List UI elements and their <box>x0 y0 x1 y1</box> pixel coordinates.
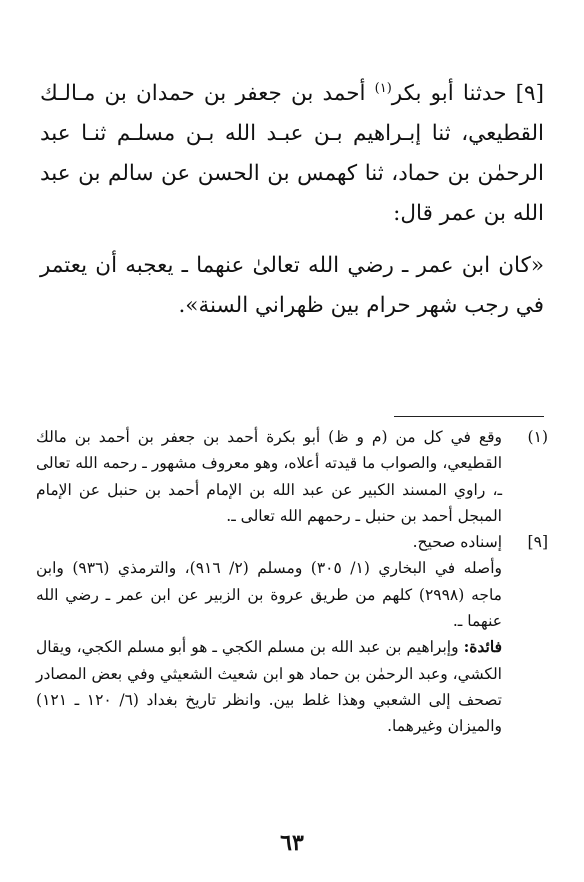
hadith-matn: «كان ابن عمر ـ رضي الله تعالىٰ عنهما ـ يعجبه أن يعتمر في رجب شهر حرام بين ظهراني السنة». <box>40 253 544 318</box>
page-number: ٦٣ <box>280 830 304 856</box>
hadith-text <box>40 74 544 326</box>
benefit-note <box>36 634 502 739</box>
footnote-number: [٩] <box>527 533 548 552</box>
hadith-isnad-start: [٩] حدثنا أبو بكر <box>391 81 544 106</box>
footnote-divider <box>394 416 544 417</box>
footnote-text: وقع في كل من (م و ظ) أبو بكرة أحمد بن جعفر بن أحمد بن مالك القطيعي، والصواب ما قيدته أعلاه، وهو معروف مشهور ـ رحمه الله تعالى ـ، راوي المسند الكبير عن عبد الله بن الإمام أحمد بن حنبل عن الإمام المبجل أحمد بن حنبل ـ رحمهم الله تعالى ـ. <box>36 428 502 525</box>
footnotes <box>36 424 548 740</box>
takhrij: وأصله في البخاري (١/ ٣٠٥) ومسلم (٢/ ٩١٦)، والترمذي (٩٣٦) وابن ماجه (٢٩٩٨) كلهم من طريق عروة بن الزبير عن ابن عمر ـ رضي الله عنهما ـ. <box>36 559 503 631</box>
footnote-9 <box>36 529 548 739</box>
benefit-label: فائدة: <box>463 637 502 657</box>
isnad-grade: إسناده صحيح. <box>412 533 502 552</box>
footnote-ref-1[interactable]: (١) <box>374 80 392 96</box>
benefit-text: وإبراهيم بن عبد الله بن مسلم الكجي ـ هو أبو مسلم الكجي، ويقال الكشي، وعبد الرحمٰن بن حماد هو ابن شعيث الشعيثي وفي بعض المصادر تصحف إلى الشعبي وهذا غلط بين. وانظر تاريخ بغداد (٦/ ١٢٠ ـ ١٢١) والميزان وغيرهما. <box>36 638 502 736</box>
footnote-number: (١) <box>527 428 548 446</box>
footnote-1 <box>36 424 548 529</box>
hadith-isnad-rest: أحمد بن جعفر بن حمدان بن مـالـك القطيعي، ثنا إبـراهيم بـن عبـد الله بـن مسلـم ثنـا عبد الرحمٰن بن حماد، ثنا كهمس بن الحسن عن سالم بن عبد الله بن عمر قال: <box>40 81 544 226</box>
footnote-body <box>36 529 502 739</box>
hadith-isnad <box>40 74 544 234</box>
